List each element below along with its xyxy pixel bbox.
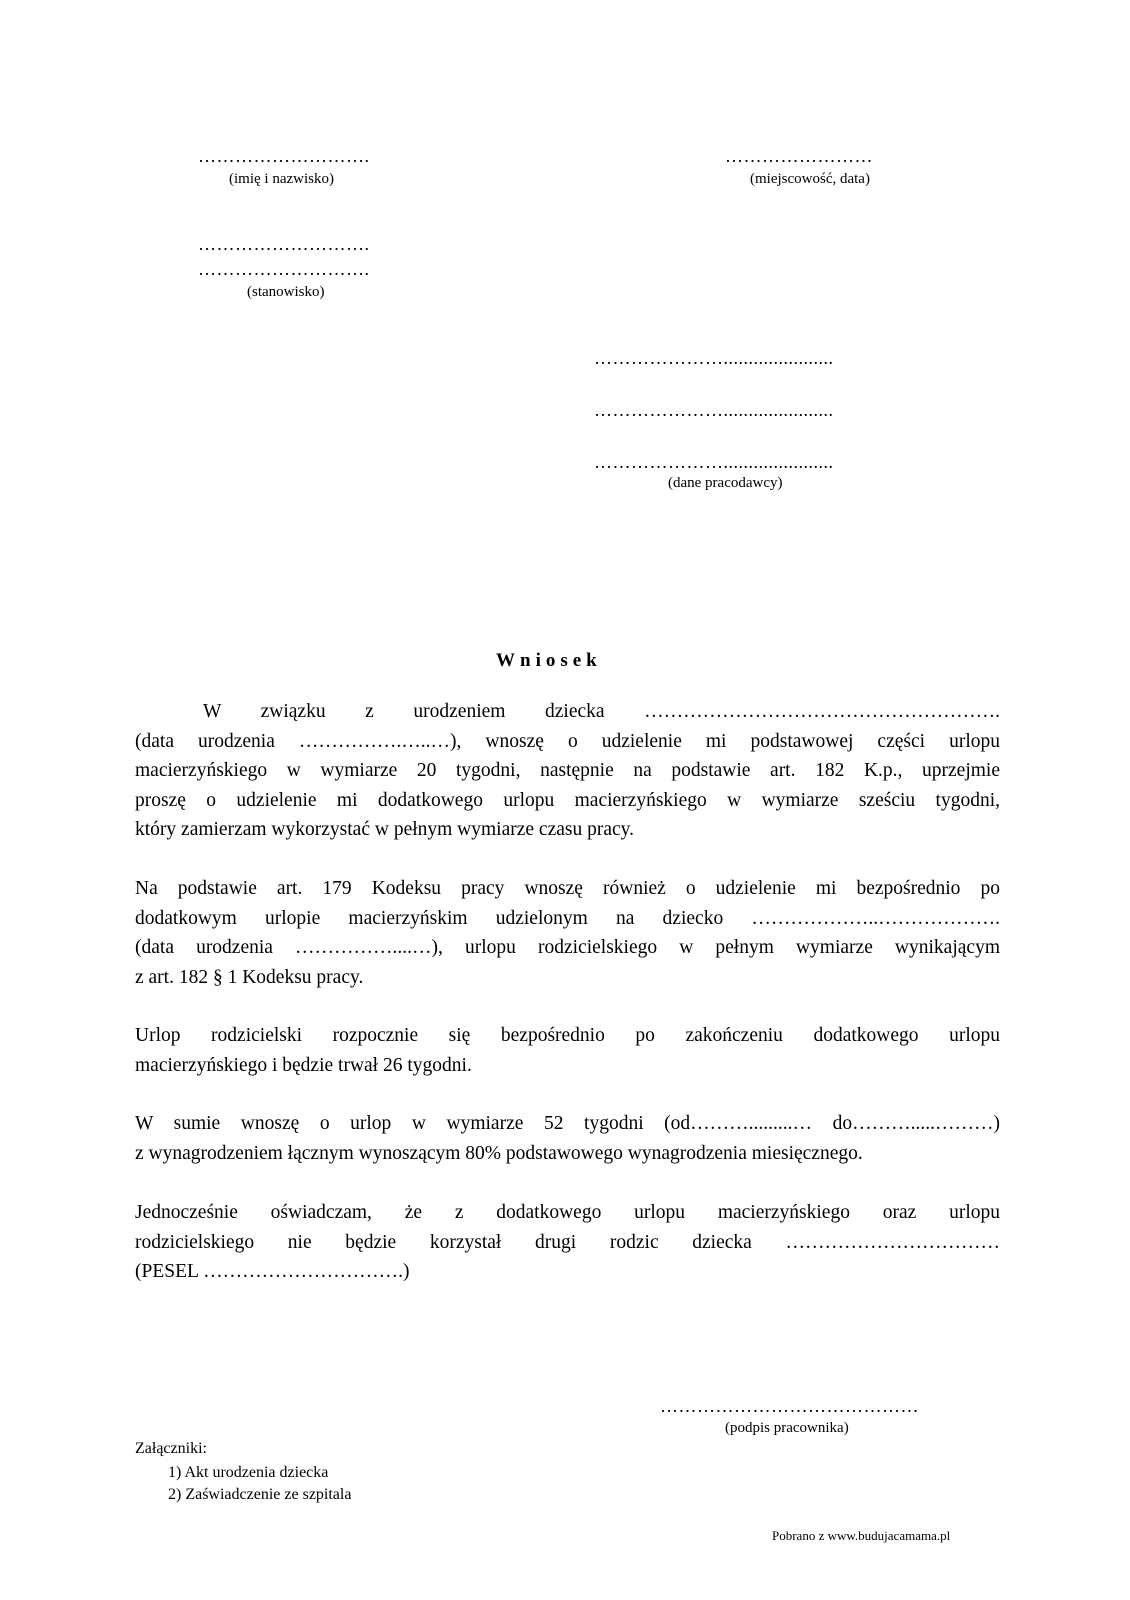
paragraph-line: (data urodzenia ……………....…), urlopu rodzicielskiego w pełnym wymiarze wynikającym bbox=[135, 937, 1000, 958]
paragraph-line: który zamierzam wykorzystać w pełnym wymiarze czasu pracy. bbox=[135, 819, 635, 840]
name-caption: (imię i nazwisko) bbox=[229, 171, 334, 187]
attachments-heading: Załączniki: bbox=[135, 1440, 207, 1457]
employer-dots-1: …………………...................... bbox=[594, 348, 834, 368]
paragraph-line: W związku z urodzeniem dziecka ………………………………………………. bbox=[203, 701, 1000, 722]
paragraph-line: Urlop rodzicielski rozpocznie się bezpośrednio po zakończeniu dodatkowego urlopu bbox=[135, 1025, 1000, 1046]
position-caption: (stanowisko) bbox=[247, 284, 325, 300]
paragraph-line: macierzyńskiego w wymiarze 20 tygodni, następnie na podstawie art. 182 K.p., uprzejmie bbox=[135, 760, 1000, 781]
paragraph-2 bbox=[135, 874, 1000, 992]
paragraph-line: (data urodzenia …………….…..…), wnoszę o udzielenie mi podstawowej części urlopu bbox=[135, 730, 1000, 752]
paragraph-3 bbox=[135, 1021, 1000, 1080]
position-dots-2: ………………………. bbox=[198, 259, 370, 279]
place-date-caption: (miejscowość, data) bbox=[750, 171, 870, 187]
employer-dots-2: …………………...................... bbox=[594, 400, 834, 420]
paragraph-4 bbox=[135, 1109, 1000, 1168]
attachment-item-1: 1) Akt urodzenia dziecka bbox=[168, 1464, 329, 1481]
employer-dots-3: …………………...................... bbox=[594, 452, 834, 472]
paragraph-line: Jednocześnie oświadczam, że z dodatkowego urlopu macierzyńskiego oraz urlopu bbox=[135, 1202, 1000, 1223]
paragraph-1 bbox=[135, 697, 1000, 845]
paragraph-line: rodzicielskiego nie będzie korzystał drugi rodzic dziecka …………………………… bbox=[135, 1231, 1000, 1253]
paragraph-line: z art. 182 § 1 Kodeksu pracy. bbox=[135, 966, 364, 988]
attachment-item-2: 2) Zaświadczenie ze szpitala bbox=[168, 1486, 352, 1503]
paragraph-line: (PESEL ………………………….) bbox=[135, 1261, 410, 1282]
paragraph-line: W sumie wnoszę o urlop w wymiarze 52 tygodni (od……….........… do……….....………) bbox=[135, 1113, 1000, 1134]
paragraph-line: Na podstawie art. 179 Kodeksu pracy wnoszę również o udzielenie mi bezpośrednio po bbox=[135, 878, 1000, 899]
place-date-dots: …………………… bbox=[725, 146, 873, 166]
name-dots: ………………………. bbox=[198, 146, 370, 166]
document-title bbox=[496, 650, 602, 672]
signature-caption: (podpis pracownika) bbox=[725, 1420, 849, 1436]
footer-source: Pobrano z www.budujacamama.pl bbox=[772, 1528, 951, 1543]
paragraph-line: dodatkowym urlopie macierzyńskim udzielonym na dziecko ………………..………………. bbox=[135, 907, 1000, 929]
paragraph-line: proszę o udzielenie mi dodatkowego urlopu macierzyńskiego w wymiarze sześciu tygodni, bbox=[135, 789, 1000, 811]
document-title-text: Wniosek bbox=[496, 650, 602, 671]
position-dots-1: ………………………. bbox=[198, 234, 370, 254]
signature-dots: …………………………………… bbox=[660, 1396, 919, 1416]
paragraph-line: macierzyńskiego i będzie trwał 26 tygodni. bbox=[135, 1054, 472, 1076]
employer-caption: (dane pracodawcy) bbox=[668, 475, 783, 491]
paragraph-5 bbox=[135, 1198, 1000, 1287]
paragraph-line: z wynagrodzeniem łącznym wynoszącym 80% podstawowego wynagrodzenia miesięcznego. bbox=[135, 1142, 863, 1164]
